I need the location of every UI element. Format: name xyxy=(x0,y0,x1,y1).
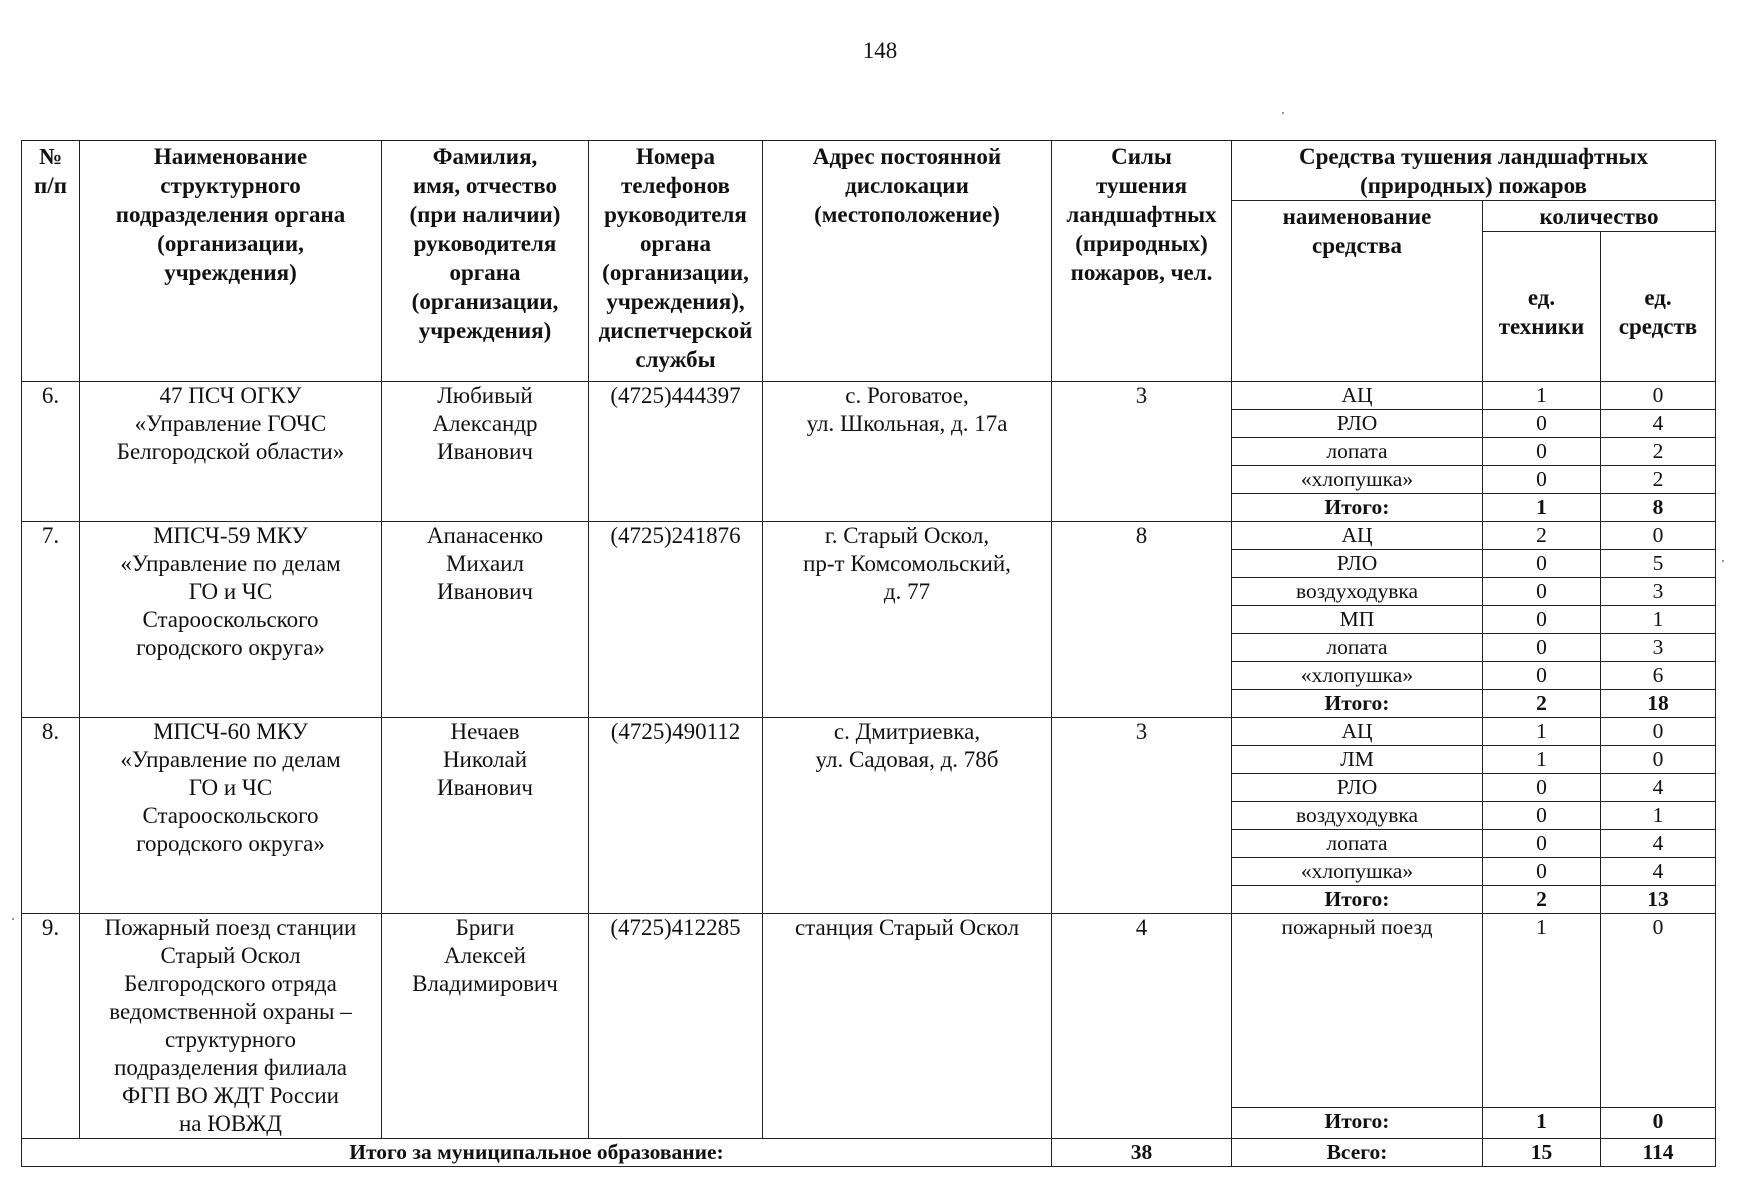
means-subtotal-tech: 2 xyxy=(1483,690,1601,718)
header-means-name: наименование средства xyxy=(1232,201,1483,382)
means-name: АЦ xyxy=(1232,382,1483,410)
means-units: 1 xyxy=(1601,802,1716,830)
means-units: 1 xyxy=(1601,606,1716,634)
means-tech: 0 xyxy=(1483,830,1601,858)
means-name: «хлопушка» xyxy=(1232,662,1483,690)
means-tech: 1 xyxy=(1483,914,1601,1108)
means-name: РЛО xyxy=(1232,550,1483,578)
means-tech: 0 xyxy=(1483,662,1601,690)
header-name: Наименование структурного подразделения органа (организации, учреждения) xyxy=(80,141,382,382)
phone-number: (4725)444397 xyxy=(589,382,763,522)
means-units: 4 xyxy=(1601,830,1716,858)
head-fio: Любивый Александр Иванович xyxy=(382,382,589,522)
header-units-means: ед. средств xyxy=(1601,232,1716,382)
header-row-1 xyxy=(22,141,1716,201)
scan-speck xyxy=(12,918,14,920)
means-subtotal-label: Итого: xyxy=(1232,1108,1483,1139)
means-tech: 0 xyxy=(1483,550,1601,578)
means-name: лопата xyxy=(1232,634,1483,662)
row-number: 9. xyxy=(22,914,80,1139)
means-tech: 1 xyxy=(1483,718,1601,746)
forces-count: 3 xyxy=(1052,718,1232,914)
table-row xyxy=(22,914,1716,1108)
means-name: ЛМ xyxy=(1232,746,1483,774)
means-tech: 2 xyxy=(1483,522,1601,550)
unit-name: МПСЧ-60 МКУ «Управление по делам ГО и ЧС Старооскольского городского округа» xyxy=(80,718,382,914)
means-units: 4 xyxy=(1601,774,1716,802)
means-name: РЛО xyxy=(1232,774,1483,802)
means-tech: 1 xyxy=(1483,382,1601,410)
means-tech: 0 xyxy=(1483,858,1601,886)
means-subtotal-tech: 2 xyxy=(1483,886,1601,914)
footer-label: Итого за муниципальное образование: xyxy=(22,1139,1052,1167)
means-tech: 0 xyxy=(1483,774,1601,802)
header-phones: Номера телефонов руководителя органа (организации, учреждения), диспетчерской службы xyxy=(589,141,763,382)
means-units: 2 xyxy=(1601,466,1716,494)
means-units: 0 xyxy=(1601,522,1716,550)
means-name: воздуходувка xyxy=(1232,802,1483,830)
means-subtotal-units: 0 xyxy=(1601,1108,1716,1139)
means-name: «хлопушка» xyxy=(1232,858,1483,886)
scan-speck xyxy=(1282,112,1284,114)
means-subtotal-tech: 1 xyxy=(1483,494,1601,522)
means-name: РЛО xyxy=(1232,410,1483,438)
means-tech: 0 xyxy=(1483,410,1601,438)
forces-count: 8 xyxy=(1052,522,1232,718)
head-fio: Нечаев Николай Иванович xyxy=(382,718,589,914)
footer-total-tech: 15 xyxy=(1483,1139,1601,1167)
means-name: воздуходувка xyxy=(1232,578,1483,606)
row-number: 7. xyxy=(22,522,80,718)
means-tech: 0 xyxy=(1483,606,1601,634)
table-row xyxy=(22,522,1716,550)
means-tech: 0 xyxy=(1483,802,1601,830)
forces-count: 4 xyxy=(1052,914,1232,1139)
footer-row xyxy=(22,1139,1716,1167)
means-subtotal-units: 13 xyxy=(1601,886,1716,914)
means-units: 3 xyxy=(1601,578,1716,606)
head-fio: Бриги Алексей Владимирович xyxy=(382,914,589,1139)
means-subtotal-units: 8 xyxy=(1601,494,1716,522)
footer-total-label: Всего: xyxy=(1232,1139,1483,1167)
header-forces: Силы тушения ландшафтных (природных) пожаров, чел. xyxy=(1052,141,1232,382)
phone-number: (4725)412285 xyxy=(589,914,763,1139)
page-number: 148 xyxy=(862,38,898,63)
table-row xyxy=(22,382,1716,410)
means-name: АЦ xyxy=(1232,718,1483,746)
header-means: Средства тушения ландшафтных (природных) пожаров xyxy=(1232,141,1716,201)
means-name: лопата xyxy=(1232,830,1483,858)
means-tech: 0 xyxy=(1483,466,1601,494)
means-name: МП xyxy=(1232,606,1483,634)
header-fio: Фамилия, имя, отчество (при наличии) руководителя органа (организации, учреждения) xyxy=(382,141,589,382)
means-units: 4 xyxy=(1601,858,1716,886)
means-tech: 0 xyxy=(1483,634,1601,662)
phone-number: (4725)490112 xyxy=(589,718,763,914)
header-units-tech: ед. техники xyxy=(1483,232,1601,382)
fire-forces-table xyxy=(21,140,1716,1167)
forces-count: 3 xyxy=(1052,382,1232,522)
means-name: пожарный поезд xyxy=(1232,914,1483,1108)
scan-speck xyxy=(1722,560,1724,562)
header-num: № п/п xyxy=(22,141,80,382)
means-units: 0 xyxy=(1601,746,1716,774)
means-tech: 1 xyxy=(1483,746,1601,774)
header-quantity: количество xyxy=(1483,201,1716,232)
means-subtotal-units: 18 xyxy=(1601,690,1716,718)
means-units: 6 xyxy=(1601,662,1716,690)
unit-name: 47 ПСЧ ОГКУ «Управление ГОЧС Белгородской области» xyxy=(80,382,382,522)
address: станция Старый Оскол xyxy=(763,914,1052,1139)
address: г. Старый Оскол, пр-т Комсомольский, д. 77 xyxy=(763,522,1052,718)
unit-name: МПСЧ-59 МКУ «Управление по делам ГО и ЧС Старооскольского городского округа» xyxy=(80,522,382,718)
means-tech: 0 xyxy=(1483,578,1601,606)
means-tech: 0 xyxy=(1483,438,1601,466)
means-units: 3 xyxy=(1601,634,1716,662)
row-number: 6. xyxy=(22,382,80,522)
means-units: 2 xyxy=(1601,438,1716,466)
footer-total-units: 114 xyxy=(1601,1139,1716,1167)
means-subtotal-label: Итого: xyxy=(1232,690,1483,718)
head-fio: Апанасенко Михаил Иванович xyxy=(382,522,589,718)
means-name: АЦ xyxy=(1232,522,1483,550)
header-address: Адрес постоянной дислокации (местоположение) xyxy=(763,141,1052,382)
means-name: лопата xyxy=(1232,438,1483,466)
address: с. Дмитриевка, ул. Садовая, д. 78б xyxy=(763,718,1052,914)
means-units: 0 xyxy=(1601,718,1716,746)
means-units: 0 xyxy=(1601,382,1716,410)
table-row xyxy=(22,718,1716,746)
means-subtotal-label: Итого: xyxy=(1232,494,1483,522)
means-units: 4 xyxy=(1601,410,1716,438)
unit-name: Пожарный поезд станции Старый Оскол Белгородского отряда ведомственной охраны – структурного подразделения филиала ФГП ВО ЖДТ России на ЮВЖД xyxy=(80,914,382,1139)
means-name: «хлопушка» xyxy=(1232,466,1483,494)
footer-forces: 38 xyxy=(1052,1139,1232,1167)
means-units: 5 xyxy=(1601,550,1716,578)
means-subtotal-tech: 1 xyxy=(1483,1108,1601,1139)
means-subtotal-label: Итого: xyxy=(1232,886,1483,914)
address: с. Роговатое, ул. Школьная, д. 17а xyxy=(763,382,1052,522)
phone-number: (4725)241876 xyxy=(589,522,763,718)
row-number: 8. xyxy=(22,718,80,914)
means-units: 0 xyxy=(1601,914,1716,1108)
